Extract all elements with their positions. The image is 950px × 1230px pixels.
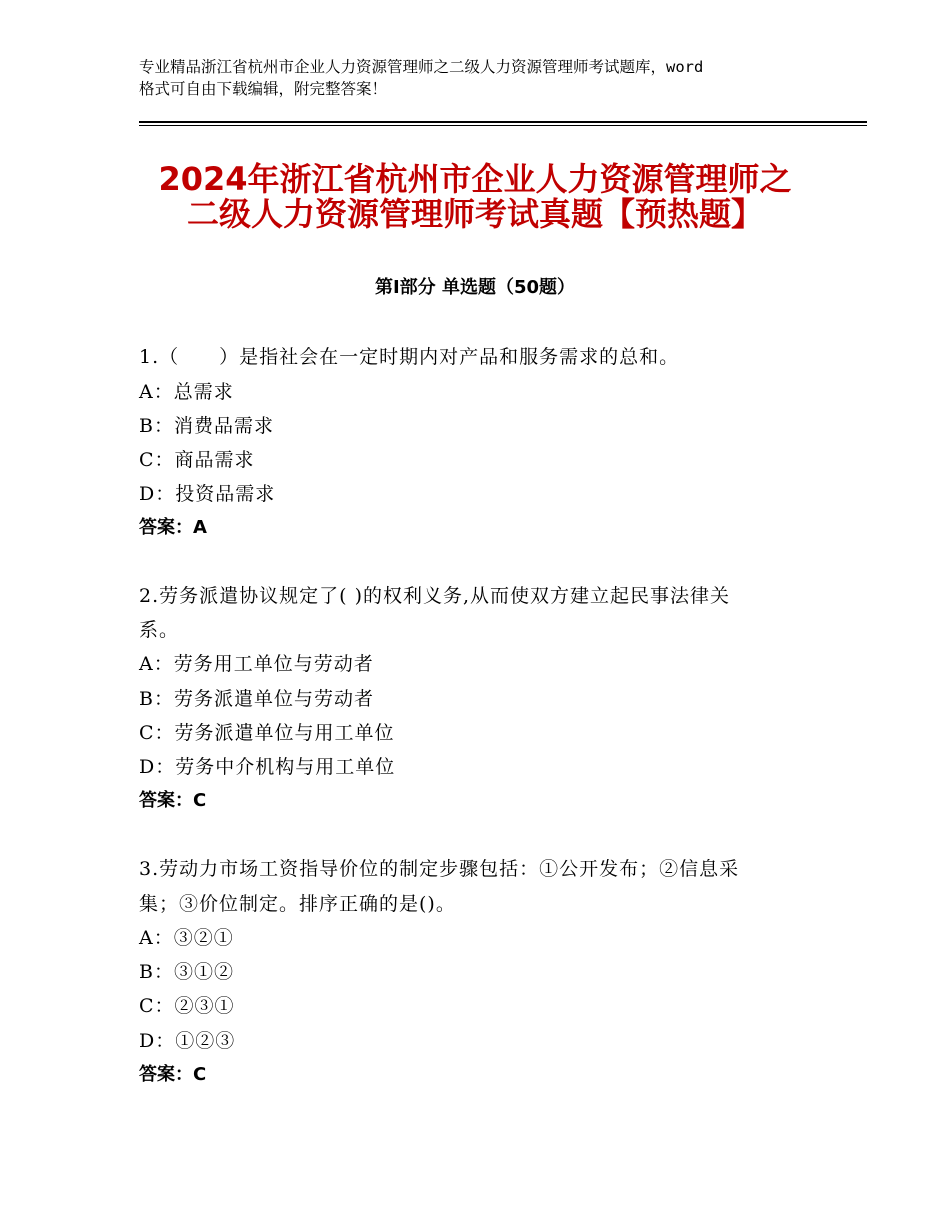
header-rule-thin — [139, 125, 867, 126]
question-answer: 答案：A — [139, 517, 207, 538]
question-answer: 答案：C — [139, 790, 207, 811]
question-option-a: A：劳务用工单位与劳动者 — [139, 653, 374, 675]
question-option-b: B：劳务派遣单位与劳动者 — [139, 688, 374, 710]
header-note-line-1: 专业精品浙江省杭州市企业人力资源管理师之二级人力资源管理师考试题库，word — [139, 58, 704, 76]
header-note-line-2: 格式可自由下载编辑，附完整答案！ — [139, 80, 388, 98]
question-stem: 2.劳务派遣协议规定了( )的权利义务,从而使双方建立起民事法律关 — [139, 585, 731, 607]
document-title-line-1: 2024年浙江省杭州市企业人力资源管理师之 — [158, 160, 792, 198]
question-option-d: D：投资品需求 — [139, 483, 276, 505]
section-heading: 第Ⅰ部分 单选题（50题） — [374, 277, 575, 298]
question-option-a: A：③②① — [139, 927, 234, 949]
question-stem: 3.劳动力市场工资指导价位的制定步骤包括：①公开发布；②信息采 — [139, 858, 740, 880]
header-note — [139, 56, 839, 100]
question-option-a: A：总需求 — [139, 381, 234, 403]
question-option-c: C：②③① — [139, 995, 235, 1017]
question-option-c: C：商品需求 — [139, 449, 255, 471]
question-option-d: D：劳务中介机构与用工单位 — [139, 756, 396, 778]
question-option-b: B：消费品需求 — [139, 415, 274, 437]
question-answer: 答案：C — [139, 1064, 207, 1085]
document-title-line-2: 二级人力资源管理师考试真题【预热题】 — [186, 195, 763, 233]
header-rule-thick — [139, 121, 867, 123]
question-option-c: C：劳务派遣单位与用工单位 — [139, 722, 395, 744]
question-stem: 1.（ ）是指社会在一定时期内对产品和服务需求的总和。 — [139, 346, 680, 368]
question-stem-continued: 集；③价位制定。排序正确的是()。 — [139, 893, 456, 915]
question-stem-continued: 系。 — [139, 619, 180, 641]
question-option-d: D：①②③ — [139, 1030, 236, 1052]
question-option-b: B：③①② — [139, 961, 234, 983]
